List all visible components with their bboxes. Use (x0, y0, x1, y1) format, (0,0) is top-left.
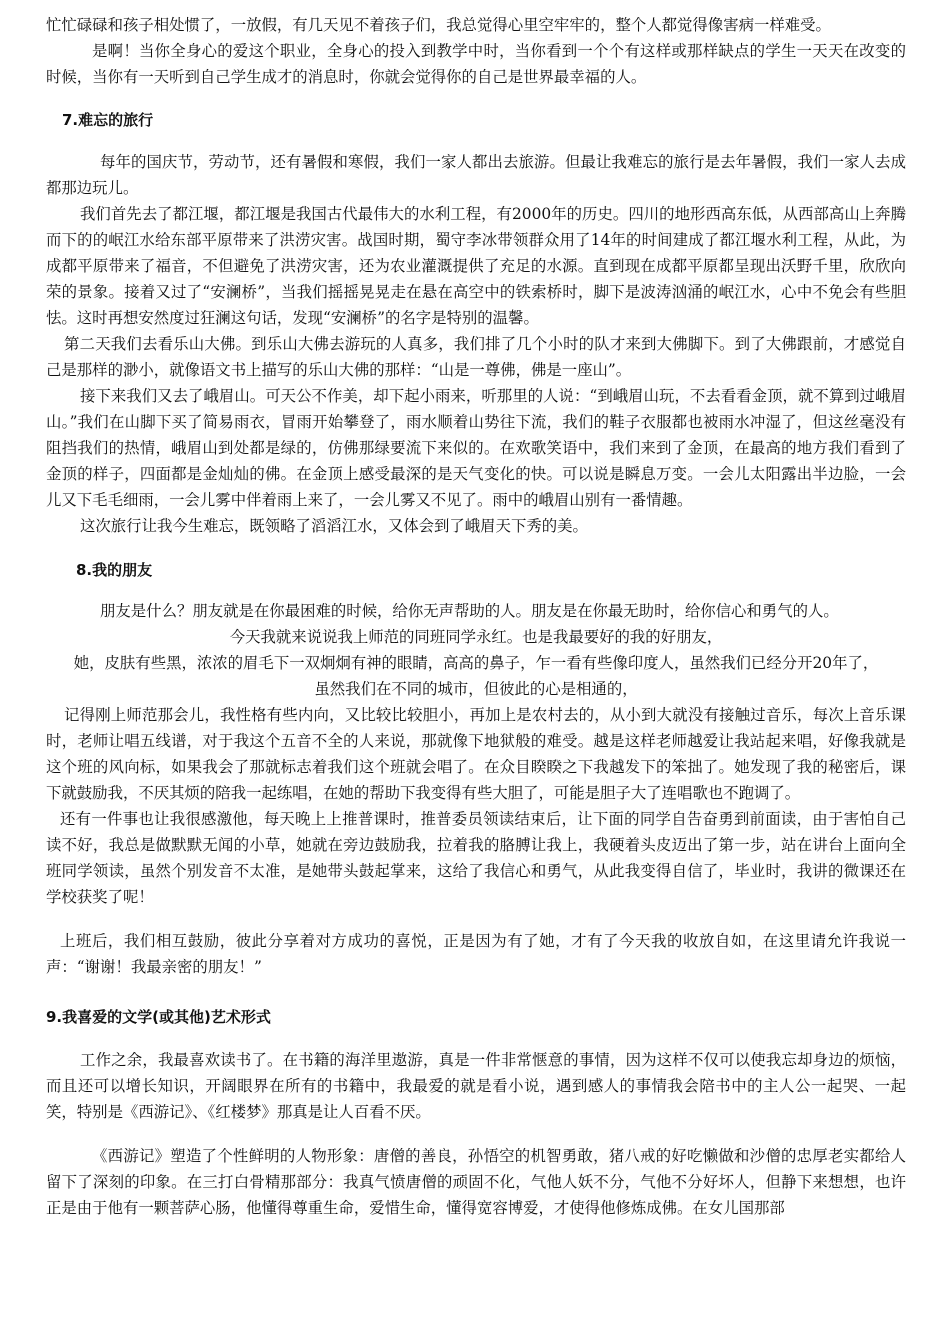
section-8-title: 8.我的朋友 (76, 561, 153, 579)
section-8-paragraph: 虽然我们在不同的城市，但彼此的心是相通的， (314, 680, 638, 698)
section-8-paragraph: 还有一件事也让我很感激他，每天晚上上推普课时，推普委员领读结束后，让下面的同学自告奋勇到前面读，由于害怕自己读不好，我总是做默默无闻的小草，她就在旁边鼓励我，拉着我的胳膊让我上，我硬着头皮迈出了第一步，站在讲台上面向全班同学领读，虽然个别发音不太准，是她带头鼓起掌来，这给了我信心和勇气，从此我变得自信了，毕业时，我讲的微课还在学校获奖了呢！ (46, 810, 906, 906)
section-8-paragraph: 上班后，我们相互鼓励，彼此分享着对方成功的喜悦，正是因为有了她，才有了今天我的收放自如，在这里请允许我说一声：“谢谢！我最亲密的朋友！” (46, 932, 906, 976)
section-8-paragraph: 她，皮肤有些黑，浓浓的眉毛下一双炯炯有神的眼睛，高高的鼻子，乍一看有些像印度人，虽然我们已经分开20年了， (73, 654, 879, 672)
section-7-paragraph: 这次旅行让我今生难忘，既领略了滔滔江水，又体会到了峨眉天下秀的美。 (80, 517, 588, 535)
section-7-paragraph: 接下来我们又去了峨眉山。可天公不作美，却下起小雨来，听那里的人说：“到峨眉山玩，不去看看金顶，就不算到过峨眉山。”我们在山脚下买了简易雨衣，冒雨开始攀登了，雨水顺着山势往下流，我们的鞋子衣服都也被雨水冲湿了，但这丝毫没有阻挡我们的热情，峨眉山到处都是绿的，仿佛那绿要流下来似的。在欢歌笑语中，我们来到了金顶，在最高的地方我们看到了金顶的样子，四面都是金灿灿的佛。在金顶上感受最深的是天气变化的快。可以说是瞬息万变。一会儿太阳露出半边脸，一会儿又下毛毛细雨，一会儿雾中伴着雨上来了，一会儿雾又不见了。雨中的峨眉山别有一番情趣。 (46, 387, 906, 509)
section-8-paragraph: 朋友是什么？朋友就是在你最困难的时候，给你无声帮助的人。朋友是在你最无助时，给你信心和勇气的人。 (100, 602, 839, 620)
section-9-paragraph: 工作之余，我最喜欢读书了。在书籍的海洋里遨游，真是一件非常惬意的事情，因为这样不仅可以使我忘却身边的烦恼，而且还可以增长知识，开阔眼界在所有的书籍中，我最爱的就是看小说，遇到感人的事情我会陪书中的主人公一起哭、一起笑，特别是《西游记》、《红楼梦》那真是让人百看不厌。 (46, 1051, 906, 1121)
section-7-title: 7.难忘的旅行 (62, 111, 154, 129)
section-9-title: 9.我喜爱的文学(或其他)艺术形式 (46, 1008, 271, 1026)
section-7-paragraph: 我们首先去了都江堰，都江堰是我国古代最伟大的水利工程，有2000年的历史。四川的地形西高东低，从西部高山上奔腾而下的的岷江水给东部平原带来了洪涝灾害。战国时期，蜀守李冰带领群众用了14年的时间建成了都江堰水利工程，从此，为成都平原带来了福音，不但避免了洪涝灾害，还为农业灌溉提供了充足的水源。直到现在成都平原都呈现出沃野千里，欣欣向荣的景象。接着又过了“安澜桥”，当我们摇摇晃晃走在悬在高空中的铁索桥时，脚下是波涛汹涌的岷江水，心中不免会有些胆怯。这时再想安然度过狂澜这句话，发现“安澜桥”的名字是特别的温馨。 (46, 205, 906, 327)
intro-paragraph-2: 是啊！当你全身心的爱这个职业，全身心的投入到教学中时，当你看到一个个有这样或那样缺点的学生一天天在改变的时候，当你有一天听到自己学生成才的消息时，你就会觉得你的自己是世界最幸福的人。 (46, 42, 906, 86)
section-8-paragraph: 记得刚上师范那会儿，我性格有些内向，又比较比较胆小，再加上是农村去的，从小到大就没有接触过音乐，每次上音乐课时，老师让唱五线谱，对于我这个五音不全的人来说，那就像下地狱般的难受。越是这样老师越爱让我站起来唱，好像我就是这个班的风向标，如果我会了那就标志着我们这个班就会唱了。在众目睽睽之下我越发下的笨拙了。她发现了我的秘密后，课下就鼓励我，不厌其烦的陪我一起练唱，在她的帮助下我变得有些大胆了，可能是胆子大了连唱歌也不跑调了。 (46, 706, 906, 802)
intro-paragraph-1: 忙忙碌碌和孩子相处惯了，一放假，有几天见不着孩子们，我总觉得心里空牢牢的，整个人都觉得像害病一样难受。 (46, 16, 831, 34)
section-7-paragraph: 每年的国庆节，劳动节，还有暑假和寒假，我们一家人都出去旅游。但最让我难忘的旅行是去年暑假，我们一家人去成都那边玩儿。 (46, 153, 906, 197)
document-page (46, 12, 906, 1221)
section-9-paragraph: 《西游记》塑造了个性鲜明的人物形象：唐僧的善良，孙悟空的机智勇敢，猪八戒的好吃懒做和沙僧的忠厚老实都给人留下了深刻的印象。在三打白骨精那部分：我真气愤唐僧的顽固不化，气他人妖不分，气他不分好坏人，但静下来想想，也许正是由于他有一颗菩萨心肠，他懂得尊重生命，爱惜生命，懂得宽容博爱，才使得他修炼成佛。在女儿国那部 (46, 1147, 906, 1217)
section-8-paragraph: 今天我就来说说我上师范的同班同学永红。也是我最要好的我的好朋友， (229, 628, 723, 646)
section-7-paragraph: 第二天我们去看乐山大佛。到乐山大佛去游玩的人真多，我们排了几个小时的队才来到大佛脚下。到了大佛跟前，才感觉自己是那样的渺小，就像语文书上描写的乐山大佛的那样：“山是一尊佛，佛是一座山”。 (46, 335, 906, 379)
